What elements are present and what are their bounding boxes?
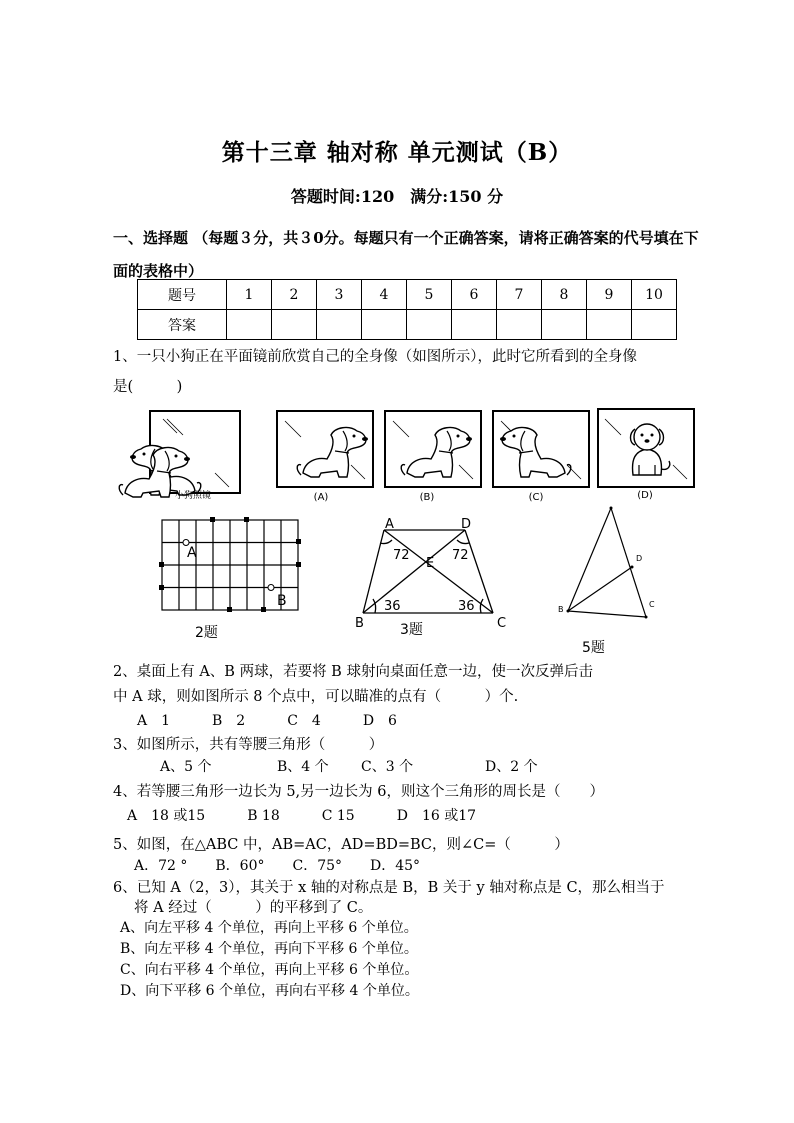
angle-label: 36: [384, 599, 401, 614]
table-cell: 10: [632, 280, 677, 310]
table-cell: 7: [497, 280, 542, 310]
option-d-label: (D): [637, 490, 653, 501]
vertex-b-label: B: [558, 605, 564, 614]
table-cell: 2: [272, 280, 317, 310]
q6-stem-cont: 将 A 经过（ ）的平移到了 C。: [134, 900, 373, 916]
q6-option-d: D、向下平移 6 个单位，再向右平移 4 个单位。: [120, 983, 419, 999]
table-cell: 1: [227, 280, 272, 310]
answer-cell[interactable]: [497, 310, 542, 340]
table-answer-label: 答案: [138, 310, 227, 340]
table-cell: 4: [362, 280, 407, 310]
vertex-d-label: D: [636, 554, 643, 563]
q2-options: A 1 B 2 C 4 D 6: [137, 713, 397, 729]
answer-cell[interactable]: [632, 310, 677, 340]
fig2-caption: 2题: [195, 625, 218, 641]
answer-cell[interactable]: [272, 310, 317, 340]
table-cell: 5: [407, 280, 452, 310]
q3-option-d: D、2 个: [485, 759, 538, 775]
table-cell: 3: [317, 280, 362, 310]
section-heading: 一、选择题 （每题３分，共３0分。每题只有一个正确答案，请将正确答案的代号填在下面的表格中）: [113, 229, 699, 280]
vertex-e-label: E: [426, 556, 435, 571]
option-c-label: (C): [528, 492, 544, 503]
q3-option-b: B、4 个: [277, 759, 329, 775]
angle-label: 72: [452, 548, 469, 563]
q4-stem: 4、若等腰三角形一边长为 5,另一边长为 6，则这个三角形的周长是（ ）: [113, 784, 605, 800]
option-a-figure: [277, 411, 373, 503]
q6-option-a: A、向左平移 4 个单位，再向上平移 6 个单位。: [120, 920, 418, 936]
q5-options: A．72 ° B．60° C．75° D．45°: [134, 858, 421, 874]
q2-stem: 2、桌面上有 A、B 两球，若要将 B 球射向桌面任意一边，使一次反弹后击: [113, 664, 593, 680]
table-row: [138, 280, 677, 310]
table-cell: 9: [587, 280, 632, 310]
q3-option-a: A、5 个: [160, 759, 212, 775]
vertex-a-label: A: [385, 517, 394, 532]
q1-dog-figures: [105, 403, 705, 508]
table-row: [138, 310, 677, 340]
q6-option-b: B、向左平移 4 个单位，再向下平移 6 个单位。: [120, 941, 418, 957]
q5-triangle-figure: [550, 500, 670, 660]
table-header-label: 题号: [138, 280, 227, 310]
q4-options: A 18 或15 B 18 C 15 D 16 或17: [127, 808, 477, 824]
answer-cell[interactable]: [587, 310, 632, 340]
option-a-label: (A): [313, 492, 329, 503]
vertex-d-label: D: [461, 517, 472, 532]
answer-cell[interactable]: [227, 310, 272, 340]
q2-grid-figure: [155, 513, 305, 643]
vertex-b-label: B: [355, 616, 364, 631]
vertex-c-label: C: [649, 600, 655, 609]
answer-cell[interactable]: [407, 310, 452, 340]
option-b-figure: [385, 411, 481, 503]
option-d-figure: [598, 409, 694, 501]
answer-cell[interactable]: [362, 310, 407, 340]
q6-option-c: C、向右平移 4 个单位，再向上平移 6 个单位。: [120, 962, 419, 978]
page-title: 第十三章 轴对称 单元测试（B）: [221, 139, 573, 166]
angle-label: 36: [458, 599, 475, 614]
fig5-caption: 5题: [582, 640, 605, 656]
exam-info: 答题时间:120 满分:150 分: [290, 187, 504, 206]
answer-table: [137, 279, 677, 340]
table-cell: 6: [452, 280, 497, 310]
q1-stem: 1、一只小狗正在平面镜前欣赏自己的全身像（如图所示），此时它所看到的全身像: [113, 349, 637, 365]
mirror-scene: [119, 411, 240, 501]
table-cell: 8: [542, 280, 587, 310]
point-a-label: A: [187, 545, 197, 561]
mirror-caption: 小狗照镜: [174, 491, 212, 501]
point-b-label: B: [277, 593, 287, 609]
q3-option-c: C、3 个: [361, 759, 414, 775]
vertex-c-label: C: [497, 616, 507, 631]
q3-trapezoid-figure: [345, 515, 520, 645]
q5-stem: 5、如图，在△ABC 中，AB=AC，AD=BD=BC，则∠C=（ ）: [113, 837, 569, 853]
answer-cell[interactable]: [542, 310, 587, 340]
q2-stem-cont: 中 A 球，则如图所示 8 个点中，可以瞄准的点有（ ）个.: [113, 689, 519, 705]
q6-stem: 6、已知 A（2，3），其关于 x 轴的对称点是 B，B 关于 y 轴对称点是 C，那么相当于: [113, 880, 665, 896]
q1-stem-cont: 是( ): [113, 379, 183, 395]
option-c-figure: [493, 411, 589, 503]
option-b-label: (B): [419, 492, 435, 503]
answer-cell[interactable]: [317, 310, 362, 340]
angle-label: 72: [393, 548, 410, 563]
answer-cell[interactable]: [452, 310, 497, 340]
q3-stem: 3、如图所示，共有等腰三角形（ ）: [113, 737, 384, 753]
fig3-caption: 3题: [400, 622, 423, 638]
